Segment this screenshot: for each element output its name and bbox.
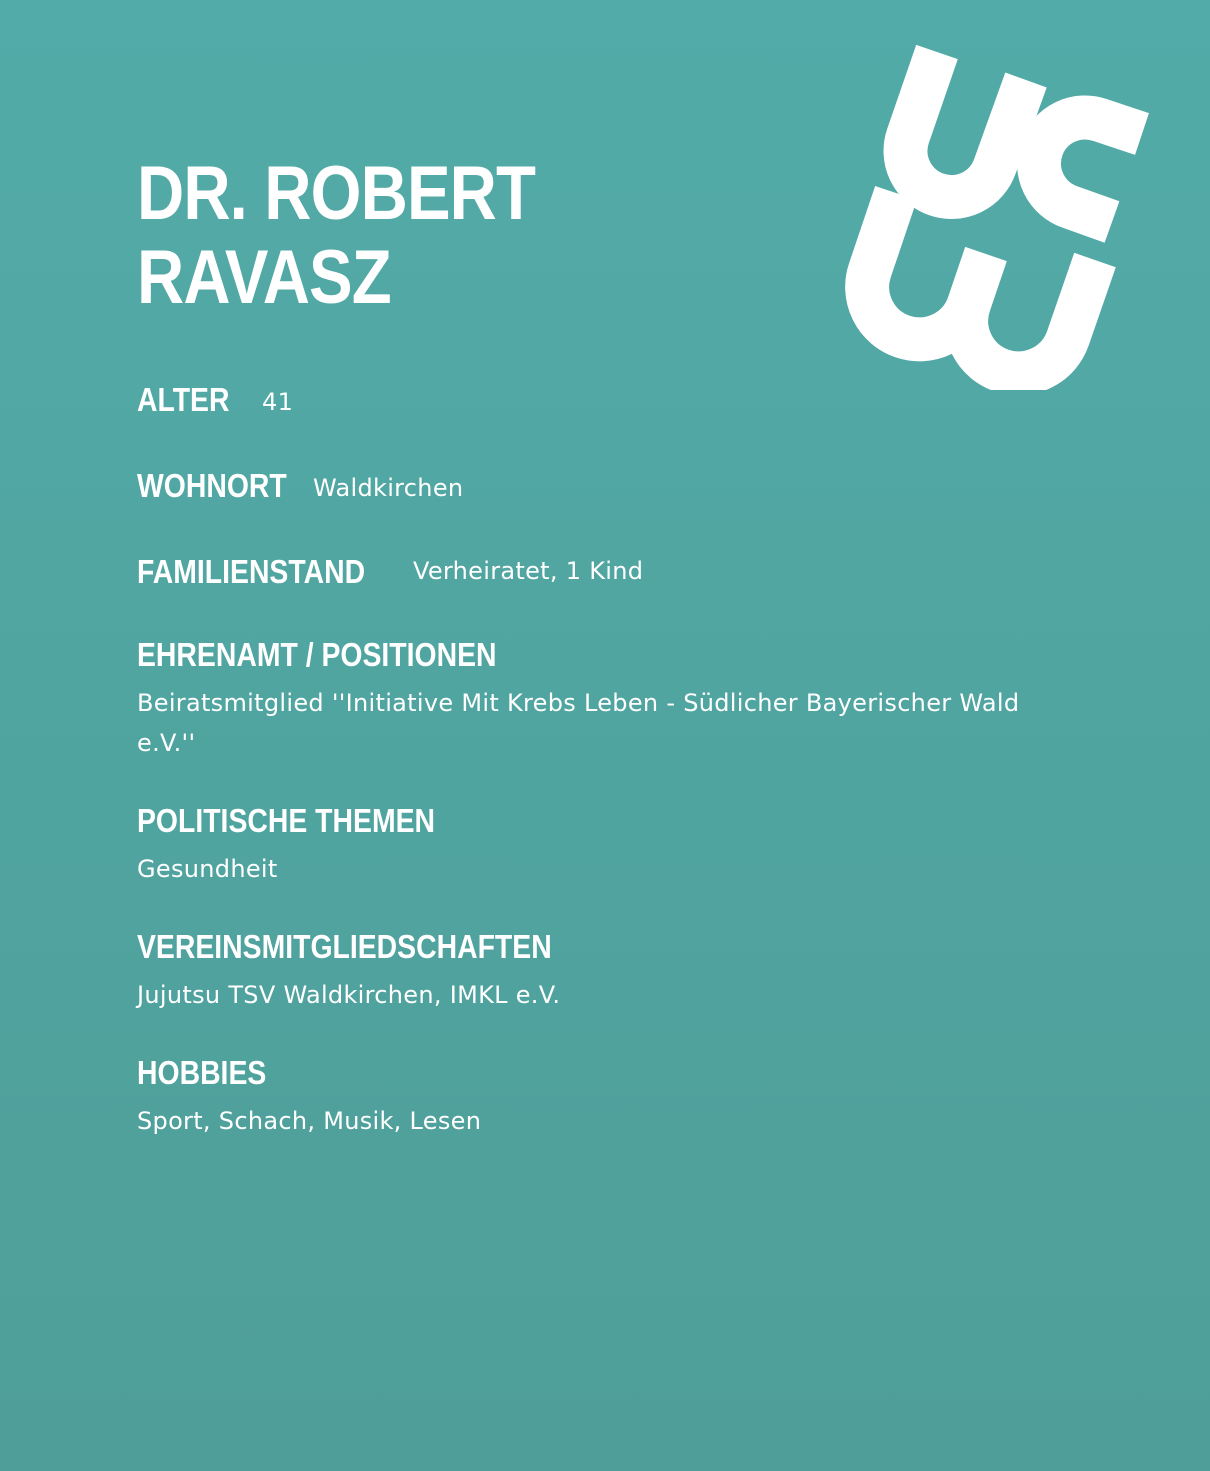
familienstand-value: Verheiratet, 1 Kind bbox=[413, 557, 644, 585]
vereinsmitgliedschaften-label: VEREINSMITGLIEDSCHAFTEN bbox=[137, 928, 552, 965]
wohnort-value: Waldkirchen bbox=[313, 474, 464, 502]
alter-label: ALTER bbox=[137, 381, 230, 418]
ehrenamt-label: EHRENAMT / POSITIONEN bbox=[137, 636, 497, 673]
hobbies-value: Sport, Schach, Musik, Lesen bbox=[137, 1107, 482, 1135]
familienstand-label: FAMILIENSTAND bbox=[137, 553, 366, 590]
page-title bbox=[137, 152, 535, 320]
ehrenamt-value: Beiratsmitglied ''Initiative Mit Krebs Leben - Südlicher Bayerischer Wald e.V.'' bbox=[137, 689, 1020, 757]
vereinsmitgliedschaften-value: Jujutsu TSV Waldkirchen, IMKL e.V. bbox=[137, 981, 561, 1009]
name-line-2: RAVASZ bbox=[137, 235, 391, 320]
hobbies-label: HOBBIES bbox=[137, 1054, 267, 1091]
wohnort-label: WOHNORT bbox=[137, 467, 287, 504]
name-line-1: DR. ROBERT bbox=[137, 151, 536, 236]
politische-themen-label: POLITISCHE THEMEN bbox=[137, 802, 436, 839]
alter-value: 41 bbox=[262, 388, 294, 416]
ucw-logo-icon bbox=[830, 40, 1175, 390]
politische-themen-value: Gesundheit bbox=[137, 855, 278, 883]
